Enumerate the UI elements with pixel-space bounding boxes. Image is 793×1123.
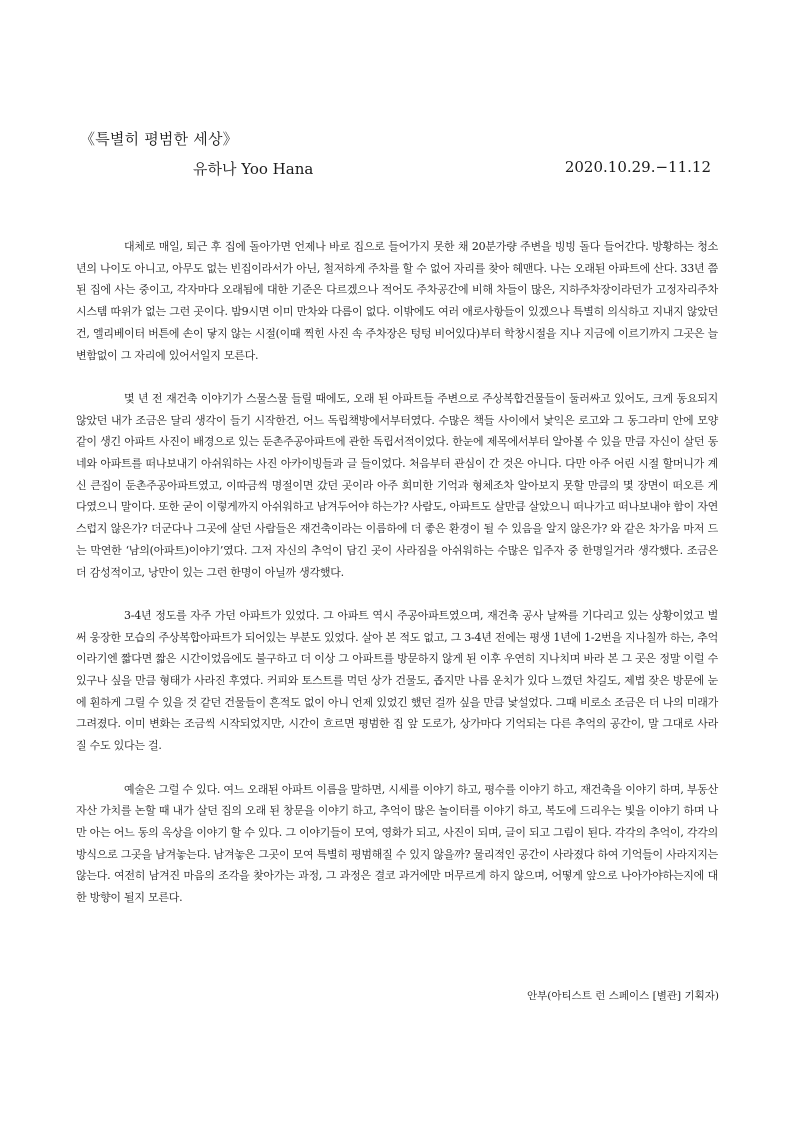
essay-signature: 안부(아티스트 런 스페이스 [별관] 기획자): [526, 990, 719, 1002]
author-name: 유하나 Yoo Hana: [193, 160, 314, 178]
paragraph-3: 3-4년 정도를 자주 가던 아파트가 있었다. 그 아파트 역시 주공아파트였으며, 재건축 공사 날짜를 기다리고 있는 상황이었고 벌써 웅장한 모습의 주상복합아파트가 되어있는 부분도 있었다. 살아 본 적도 없고, 그 3-4년 전에는 평생 1년에 1-2번을 지나칠까 하는, 추억이라기엔 짧다면 짧은 시간이었음에도 불구하고 더 이상 그 아파트를 방문하지 않게 된 이후 우연히 지나치며 바라 본 그 곳은 정말 이럴 수 있구나 싶을 만큼 형태가 사라진 후였다. 커피와 토스트를 먹던 상가 건물도, 좁지만 나름 운치가 있다 느꼈던 차길도, 제법 잦은 방문에 눈에 훤하게 그릴 수 있을 것 같던 건물들이 흔적도 없이 아니 언제 있었긴 했던 걸까 싶을 만큼 낯설었다. 그때 비로소 조금은 더 나의 미래가 그려졌다. 이미 변화는 조금씩 시작되었지만, 시간이 흐르면 평범한 집 앞 도로가, 상가마다 기억되는 다른 추억의 공간이, 말 그대로 사라질 수도 있다는 걸.: [76, 608, 718, 753]
paragraph-4: 예술은 그럴 수 있다. 여느 오래된 아파트 이름을 말하면, 시세를 이야기 하고, 평수를 이야기 하고, 재건축을 이야기 하며, 부동산 자산 가치를 논할 때 내가 살던 집의 오래 된 창문을 이야기 하고, 추억이 많은 놀이터를 이야기 하고, 복도에 드리우는 빛을 이야기 하며 나만 아는 어느 동의 옥상을 이야기 할 수 있다. 그 이야기들이 모여, 영화가 되고, 사진이 되며, 글이 되고 그림이 된다. 각각의 추억이, 각각의 방식으로 그곳을 남겨놓는다. 남겨놓은 그곳이 모여 특별히 평범해질 수 있지 않을까? 물리적인 공간이 사라졌다 하여 기억들이 사라지지는 않는다. 여전히 남겨진 마음의 조각을 찾아가는 과정, 그 과정은 결코 과거에만 머무르게 하지 않으며, 어떻게 앞으로 나아가야하는지에 대한 방향이 될지 모른다.: [76, 782, 718, 905]
essay-body: [76, 236, 718, 930]
paragraph-1: 대체로 매일, 퇴근 후 집에 돌아가면 언제나 바로 집으로 들어가지 못한 채 20분가량 주변을 빙빙 돌다 들어간다. 방황하는 청소년의 나이도 아니고, 아무도 없는 빈집이라서가 아닌, 철저하게 주차를 할 수 없어 자리를 찾아 헤맨다. 나는 오래된 아파트에 산다. 33년 쯤 된 집에 사는 중이고, 각자마다 오래됨에 대한 기준은 다르겠으나 적어도 주차공간에 비해 차들이 많은, 지하주차장이라던가 고정자리주차 시스템 따위가 없는 그런 곳이다. 밤9시면 이미 만차와 다름이 없다. 이밖에도 여러 애로사항들이 있겠으나 특별히 의식하고 지내지 않았던 건, 엘리베이터 버튼에 손이 닿지 않는 시절(이때 찍힌 사진 속 주차장은 텅텅 비어있다)부터 학창시절을 지나 지금에 이르기까지 그곳은 늘 변함없이 그 자리에 있어서일지 모른다.: [76, 240, 718, 362]
exhibition-date: 2020.10.29.−11.12: [564, 158, 711, 176]
paragraph-2: 몇 년 전 재건축 이야기가 스물스물 들릴 때에도, 오래 된 아파트들 주변으로 주상복합건물들이 둘러싸고 있어도, 크게 동요되지 않았던 내가 조금은 달리 생각이 들기 시작한건, 어느 독립책방에서부터였다. 수많은 책들 사이에서 낯익은 로고와 그 동그라미 안에 모양 같이 생긴 아파트 사진이 배경으로 있는 둔촌주공아파트에 관한 독립서적이었다. 한눈에 제목에서부터 알아볼 수 있을 만큼 자신이 살던 동네와 아파트를 떠나보내기 아쉬워하는 사진 아카이빙들과 글 들이었다. 처음부터 관심이 간 것은 아니다. 다만 아주 어린 시절 할머니가 계신 큰집이 둔촌주공아파트였고, 이따금씩 명절이면 갔던 곳이라 아주 희미한 기억과 형체조차 알아보지 못할 만큼의 몇 장면이 떠오른 게 다였으니 말이다. 또한 굳이 이렇게까지 아쉬워하고 남겨두어야 하는가? 사람도, 아파트도 살만큼 살았으니 떠나가고 떠나보내야 함이 자연스럽지 않은가? 더군다나 그곳에 살던 사람들은 재건축이라는 이름하에 더 좋은 환경이 될 수 있음을 알지 않은가? 와 같은 차가움 마저 드는 막연한 ‘남의(아파트)이야기’였다. 그저 자신의 추억이 담긴 곳이 사라짐을 아쉬워하는 수많은 입주자 중 한명일거라 생각했다. 조금은 더 감성적이고, 낭만이 있는 그런 한명이 아닐까 생각했다.: [76, 391, 718, 579]
document-title: 《특별히 평범한 세상》: [80, 130, 238, 148]
